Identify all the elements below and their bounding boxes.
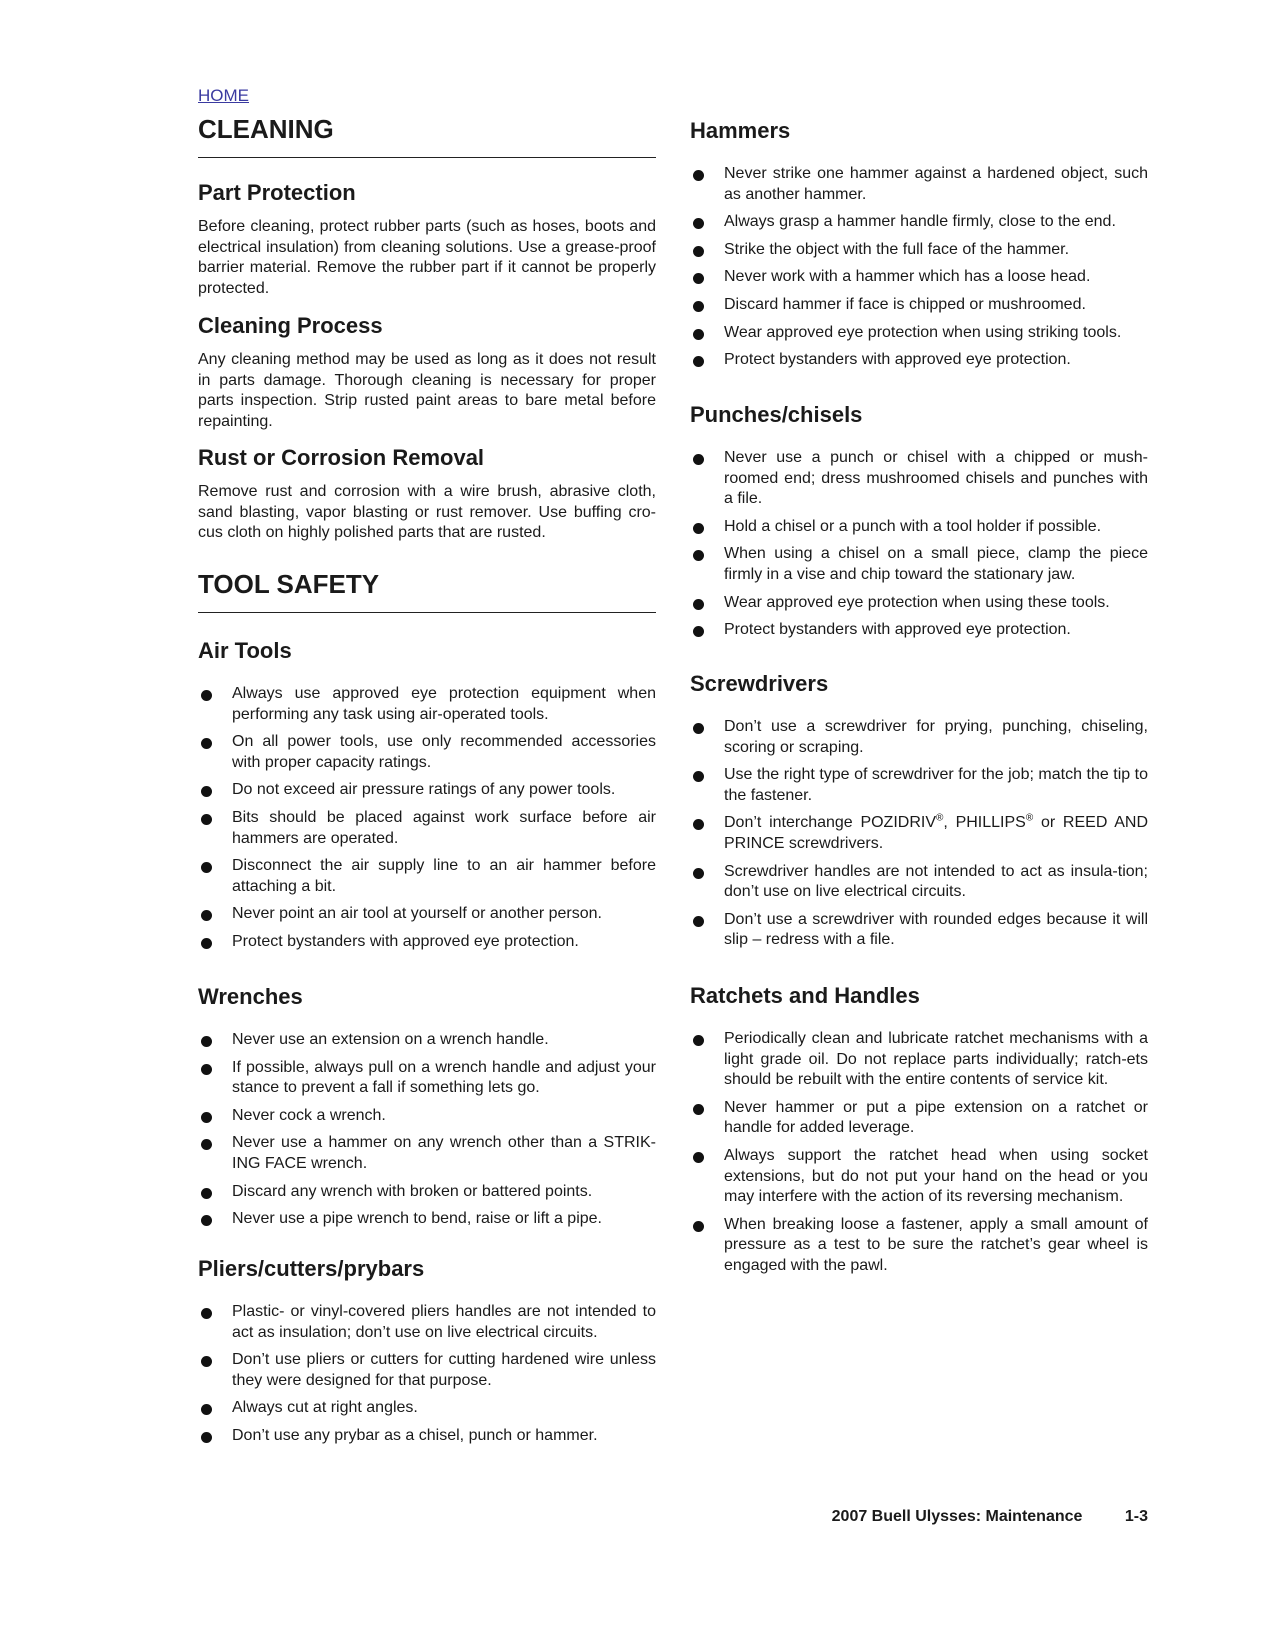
- bullet-icon: [693, 246, 704, 257]
- bullet-icon: [201, 1139, 212, 1150]
- list-item: Never use a hammer on any wrench other than a STRIK-ING FACE wrench.: [198, 1133, 656, 1174]
- home-link[interactable]: HOME: [198, 86, 249, 105]
- ratchets-title: Ratchets and Handles: [690, 983, 920, 1008]
- wrenches-list: [198, 1030, 656, 1237]
- bullet-icon: [693, 523, 704, 534]
- screwdrivers-title: Screwdrivers: [690, 671, 829, 696]
- list-item: Don’t use pliers or cutters for cutting hardened wire unless they were designed for that purpose.: [198, 1350, 656, 1391]
- bullet-icon: [201, 690, 212, 701]
- list-item: If possible, always pull on a wrench handle and adjust your stance to prevent a fall if something lets go.: [198, 1058, 656, 1099]
- list-item: Never hammer or put a pipe extension on a ratchet or handle for added leverage.: [690, 1098, 1148, 1139]
- bullet-icon: [201, 910, 212, 921]
- bullet-icon: [201, 1432, 212, 1443]
- bullet-icon: [693, 454, 704, 465]
- list-item: Always grasp a hammer handle firmly, close to the end.: [690, 212, 1148, 233]
- air-tools-list: [198, 684, 656, 960]
- cleaning-divider: [198, 157, 656, 158]
- list-item: Wear approved eye protection when using these tools.: [690, 593, 1148, 614]
- bullet-icon: [693, 1104, 704, 1115]
- bullet-icon: [201, 862, 212, 873]
- bullet-icon: [201, 1356, 212, 1367]
- part-protection-text: Before cleaning, protect rubber parts (such as hoses, boots and electrical insulation) from cleaning solutions. Use a grease-proof barrier material. Remove the rubber part if it cannot be properly protected.: [198, 218, 656, 297]
- bullet-icon: [693, 273, 704, 284]
- part-protection-title: Part Protection: [198, 180, 356, 205]
- bullet-icon: [201, 1112, 212, 1123]
- bullet-icon: [693, 771, 704, 782]
- air-tools-title: Air Tools: [198, 638, 292, 663]
- hammers-list: [690, 164, 1148, 378]
- pliers-list: [198, 1302, 656, 1454]
- list-item: Use the right type of screwdriver for the job; match the tip to the fastener.: [690, 765, 1148, 806]
- bullet-icon: [201, 738, 212, 749]
- list-item: Never cock a wrench.: [198, 1106, 656, 1127]
- bullet-icon: [693, 723, 704, 734]
- bullet-icon: [693, 819, 704, 830]
- bullet-icon: [201, 814, 212, 825]
- bullet-icon: [693, 1035, 704, 1046]
- wrenches-title: Wrenches: [198, 984, 303, 1009]
- list-item: Discard hammer if face is chipped or mushroomed.: [690, 295, 1148, 316]
- footer-title: 2007 Buell Ulysses: Maintenance: [831, 1508, 1083, 1525]
- bullet-icon: [201, 1404, 212, 1415]
- punches-title: Punches/chisels: [690, 402, 863, 427]
- screwdrivers-list: [690, 717, 1148, 958]
- bullet-icon: [693, 218, 704, 229]
- list-item: Don’t use a screwdriver for prying, punching, chiseling, scoring or scraping.: [690, 717, 1148, 758]
- rust-removal-title: Rust or Corrosion Removal: [198, 445, 485, 470]
- list-item: Strike the object with the full face of the hammer.: [690, 240, 1148, 261]
- list-item: Don’t use any prybar as a chisel, punch or hammer.: [198, 1426, 656, 1447]
- bullet-icon: [693, 356, 704, 367]
- list-item: Plastic- or vinyl-covered pliers handles are not intended to act as insulation; don’t use on live electrical circuits.: [198, 1302, 656, 1343]
- pliers-title: Pliers/cutters/prybars: [198, 1256, 425, 1281]
- list-item: Always support the ratchet head when using socket extensions, but do not put your hand on the head or you may interfere with the action of its reversing mechanism.: [690, 1146, 1148, 1208]
- bullet-icon: [201, 938, 212, 949]
- punches-list: [690, 448, 1148, 648]
- list-item: Don’t interchange POZIDRIV®, PHILLIPS® or REED AND PRINCE screwdrivers.: [690, 813, 1148, 854]
- bullet-icon: [693, 550, 704, 561]
- list-item: Always use approved eye protection equipment when performing any task using air-operated tools.: [198, 684, 656, 725]
- bullet-icon: [201, 1188, 212, 1199]
- bullet-icon: [693, 626, 704, 637]
- list-item: Hold a chisel or a punch with a tool holder if possible.: [690, 517, 1148, 538]
- page-footer: [832, 1508, 1148, 1526]
- cleaning-process-text: Any cleaning method may be used as long as it does not result in parts damage. Thorough cleaning is necessary for proper parts inspection. Strip rusted paint areas to bare metal before repainting.: [198, 351, 656, 430]
- hammers-title: Hammers: [690, 118, 791, 143]
- bullet-icon: [693, 916, 704, 927]
- page-number: 1-3: [1124, 1508, 1148, 1525]
- bullet-icon: [693, 868, 704, 879]
- ratchets-list: [690, 1029, 1148, 1284]
- tool-safety-divider: [198, 612, 656, 613]
- list-item: Do not exceed air pressure ratings of any power tools.: [198, 780, 656, 801]
- list-item: Disconnect the air supply line to an air hammer before attaching a bit.: [198, 856, 656, 897]
- bullet-icon: [693, 301, 704, 312]
- bullet-icon: [693, 1152, 704, 1163]
- bullet-icon: [201, 1215, 212, 1226]
- list-item: Never use a pipe wrench to bend, raise or lift a pipe.: [198, 1209, 656, 1230]
- list-item: Periodically clean and lubricate ratchet mechanisms with a light grade oil. Do not replace parts individually; ratch-ets should be rebuilt with the entire contents of service kit.: [690, 1029, 1148, 1091]
- bullet-icon: [201, 1064, 212, 1075]
- bullet-icon: [693, 599, 704, 610]
- list-item: Bits should be placed against work surface before air hammers are operated.: [198, 808, 656, 849]
- list-item: Discard any wrench with broken or battered points.: [198, 1182, 656, 1203]
- list-item: Never strike one hammer against a hardened object, such as another hammer.: [690, 164, 1148, 205]
- rust-removal-text: Remove rust and corrosion with a wire brush, abrasive cloth, sand blasting, vapor blasting or rust remover. Use buffing cro-cus cloth on highly polished parts that are rusted.: [198, 483, 656, 542]
- bullet-icon: [693, 329, 704, 340]
- list-item: Protect bystanders with approved eye protection.: [690, 620, 1148, 641]
- list-item: Screwdriver handles are not intended to act as insula-tion; don’t use on live electrical circuits.: [690, 862, 1148, 903]
- cleaning-heading: CLEANING: [198, 114, 334, 144]
- list-item: When using a chisel on a small piece, clamp the piece firmly in a vise and chip toward the stationary jaw.: [690, 544, 1148, 585]
- list-item: Never point an air tool at yourself or another person.: [198, 904, 656, 925]
- bullet-icon: [201, 1036, 212, 1047]
- bullet-icon: [693, 1221, 704, 1232]
- bullet-icon: [201, 786, 212, 797]
- list-item: On all power tools, use only recommended accessories with proper capacity ratings.: [198, 732, 656, 773]
- list-item: Protect bystanders with approved eye protection.: [690, 350, 1148, 371]
- list-item: Never use a punch or chisel with a chipped or mush-roomed end; dress mushroomed chisels and punches with a file.: [690, 448, 1148, 510]
- cleaning-process-title: Cleaning Process: [198, 313, 383, 338]
- bullet-icon: [693, 170, 704, 181]
- list-item: When breaking loose a fastener, apply a small amount of pressure as a test to be sure the ratchet’s gear wheel is engaged with the pawl.: [690, 1215, 1148, 1277]
- tool-safety-heading: TOOL SAFETY: [198, 569, 380, 599]
- list-item: Don’t use a screwdriver with rounded edges because it will slip – redress with a file.: [690, 910, 1148, 951]
- list-item: Never work with a hammer which has a loose head.: [690, 267, 1148, 288]
- list-item: Protect bystanders with approved eye protection.: [198, 932, 656, 953]
- bullet-icon: [201, 1308, 212, 1319]
- list-item: Wear approved eye protection when using striking tools.: [690, 323, 1148, 344]
- list-item: Always cut at right angles.: [198, 1398, 656, 1419]
- list-item: Never use an extension on a wrench handle.: [198, 1030, 656, 1051]
